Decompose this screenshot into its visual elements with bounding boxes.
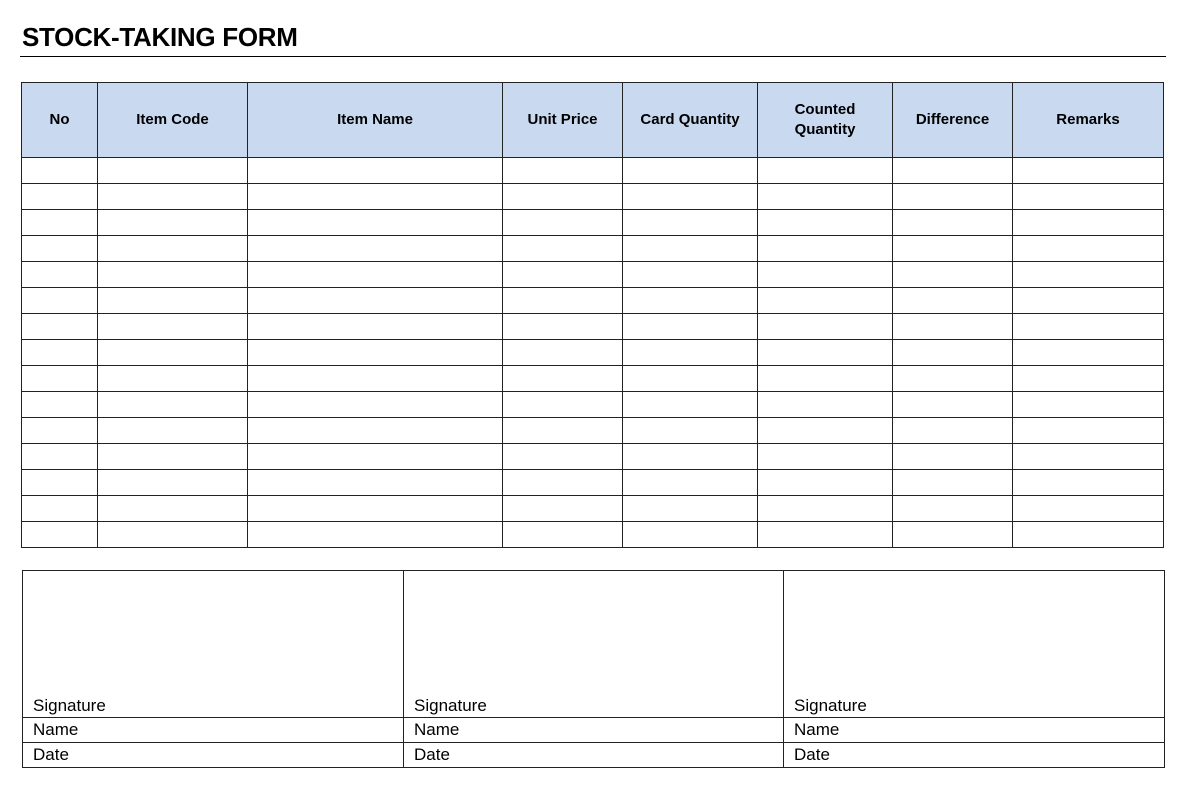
- signature-label: Signature: [33, 696, 106, 715]
- name-row: [23, 718, 1165, 743]
- cell-difference[interactable]: [893, 340, 1013, 366]
- cell-item-code[interactable]: [98, 496, 248, 522]
- cell-item-code[interactable]: [98, 366, 248, 392]
- cell-counted-quantity[interactable]: [758, 522, 893, 548]
- cell-unit-price[interactable]: [503, 262, 623, 288]
- header-unit-price: Unit Price: [503, 83, 623, 158]
- cell-counted-quantity[interactable]: [758, 314, 893, 340]
- cell-item-name[interactable]: [248, 184, 503, 210]
- cell-difference[interactable]: [893, 262, 1013, 288]
- name-cell[interactable]: Name: [784, 718, 1165, 743]
- header-remarks: Remarks: [1013, 83, 1164, 158]
- cell-unit-price[interactable]: [503, 236, 623, 262]
- cell-no[interactable]: [22, 314, 98, 340]
- cell-remarks[interactable]: [1013, 262, 1164, 288]
- cell-remarks[interactable]: [1013, 288, 1164, 314]
- cell-item-code[interactable]: [98, 314, 248, 340]
- cell-item-name[interactable]: [248, 522, 503, 548]
- cell-unit-price[interactable]: [503, 392, 623, 418]
- cell-remarks[interactable]: [1013, 392, 1164, 418]
- cell-difference[interactable]: [893, 496, 1013, 522]
- cell-unit-price[interactable]: [503, 496, 623, 522]
- cell-item-code[interactable]: [98, 470, 248, 496]
- cell-card-quantity[interactable]: [623, 288, 758, 314]
- cell-no[interactable]: [22, 210, 98, 236]
- cell-difference[interactable]: [893, 366, 1013, 392]
- cell-counted-quantity[interactable]: [758, 184, 893, 210]
- signature-row: [23, 571, 1165, 718]
- cell-item-name[interactable]: [248, 392, 503, 418]
- cell-counted-quantity[interactable]: [758, 444, 893, 470]
- cell-unit-price[interactable]: [503, 314, 623, 340]
- header-item-name: Item Name: [248, 83, 503, 158]
- cell-no[interactable]: [22, 288, 98, 314]
- cell-card-quantity[interactable]: [623, 470, 758, 496]
- cell-no[interactable]: [22, 340, 98, 366]
- cell-difference[interactable]: [893, 158, 1013, 184]
- table-row: [22, 366, 1164, 392]
- cell-unit-price[interactable]: [503, 366, 623, 392]
- header-counted-quantity: Counted Quantity: [758, 83, 893, 158]
- cell-no[interactable]: [22, 496, 98, 522]
- table-row: [22, 236, 1164, 262]
- cell-item-name[interactable]: [248, 288, 503, 314]
- cell-counted-quantity[interactable]: [758, 496, 893, 522]
- cell-remarks[interactable]: [1013, 210, 1164, 236]
- cell-item-code[interactable]: [98, 522, 248, 548]
- cell-item-name[interactable]: [248, 314, 503, 340]
- table-row: [22, 314, 1164, 340]
- cell-card-quantity[interactable]: [623, 444, 758, 470]
- cell-item-name[interactable]: [248, 340, 503, 366]
- cell-remarks[interactable]: [1013, 314, 1164, 340]
- cell-difference[interactable]: [893, 210, 1013, 236]
- table-body: [22, 158, 1164, 548]
- cell-card-quantity[interactable]: [623, 418, 758, 444]
- cell-unit-price[interactable]: [503, 158, 623, 184]
- name-cell[interactable]: Name: [404, 718, 784, 743]
- cell-counted-quantity[interactable]: [758, 158, 893, 184]
- cell-counted-quantity[interactable]: [758, 288, 893, 314]
- cell-item-name[interactable]: [248, 418, 503, 444]
- cell-unit-price[interactable]: [503, 210, 623, 236]
- date-cell[interactable]: Date: [23, 743, 404, 768]
- cell-unit-price[interactable]: [503, 340, 623, 366]
- signature-label: Signature: [794, 696, 867, 715]
- cell-no[interactable]: [22, 158, 98, 184]
- cell-difference[interactable]: [893, 444, 1013, 470]
- cell-unit-price[interactable]: [503, 444, 623, 470]
- cell-item-name[interactable]: [248, 444, 503, 470]
- table-row: [22, 444, 1164, 470]
- cell-card-quantity[interactable]: [623, 340, 758, 366]
- cell-item-code[interactable]: [98, 444, 248, 470]
- cell-item-name[interactable]: [248, 496, 503, 522]
- cell-card-quantity[interactable]: [623, 184, 758, 210]
- cell-item-name[interactable]: [248, 210, 503, 236]
- cell-card-quantity[interactable]: [623, 314, 758, 340]
- cell-card-quantity[interactable]: [623, 158, 758, 184]
- cell-item-code[interactable]: [98, 210, 248, 236]
- cell-no[interactable]: [22, 418, 98, 444]
- header-no: No: [22, 83, 98, 158]
- cell-item-code[interactable]: [98, 158, 248, 184]
- table-row: [22, 340, 1164, 366]
- table-row: [22, 496, 1164, 522]
- cell-counted-quantity[interactable]: [758, 262, 893, 288]
- cell-card-quantity[interactable]: [623, 366, 758, 392]
- header-card-quantity: Card Quantity: [623, 83, 758, 158]
- cell-item-code[interactable]: [98, 184, 248, 210]
- signature-label: Signature: [414, 696, 487, 715]
- cell-unit-price[interactable]: [503, 522, 623, 548]
- signature-cell[interactable]: [23, 571, 404, 718]
- cell-counted-quantity[interactable]: [758, 418, 893, 444]
- cell-no[interactable]: [22, 366, 98, 392]
- cell-item-name[interactable]: [248, 262, 503, 288]
- table-row: [22, 158, 1164, 184]
- cell-difference[interactable]: [893, 184, 1013, 210]
- cell-no[interactable]: [22, 522, 98, 548]
- cell-difference[interactable]: [893, 236, 1013, 262]
- cell-no[interactable]: [22, 262, 98, 288]
- signature-table: [22, 570, 1165, 768]
- cell-item-code[interactable]: [98, 236, 248, 262]
- cell-remarks[interactable]: [1013, 236, 1164, 262]
- cell-no[interactable]: [22, 184, 98, 210]
- cell-item-name[interactable]: [248, 158, 503, 184]
- cell-remarks[interactable]: [1013, 366, 1164, 392]
- table-row: [22, 262, 1164, 288]
- cell-remarks[interactable]: [1013, 496, 1164, 522]
- cell-unit-price[interactable]: [503, 184, 623, 210]
- cell-no[interactable]: [22, 444, 98, 470]
- cell-difference[interactable]: [893, 418, 1013, 444]
- cell-item-code[interactable]: [98, 392, 248, 418]
- cell-card-quantity[interactable]: [623, 262, 758, 288]
- cell-difference[interactable]: [893, 470, 1013, 496]
- cell-remarks[interactable]: [1013, 340, 1164, 366]
- cell-unit-price[interactable]: [503, 288, 623, 314]
- cell-item-code[interactable]: [98, 262, 248, 288]
- cell-item-name[interactable]: [248, 470, 503, 496]
- table-header-row: [22, 83, 1164, 158]
- cell-item-name[interactable]: [248, 236, 503, 262]
- cell-card-quantity[interactable]: [623, 236, 758, 262]
- table-row: [22, 288, 1164, 314]
- date-row: [23, 743, 1165, 768]
- cell-card-quantity[interactable]: [623, 522, 758, 548]
- cell-item-code[interactable]: [98, 418, 248, 444]
- cell-difference[interactable]: [893, 314, 1013, 340]
- cell-card-quantity[interactable]: [623, 496, 758, 522]
- cell-counted-quantity[interactable]: [758, 236, 893, 262]
- cell-difference[interactable]: [893, 522, 1013, 548]
- cell-remarks[interactable]: [1013, 184, 1164, 210]
- table-row: [22, 470, 1164, 496]
- cell-remarks[interactable]: [1013, 444, 1164, 470]
- form-title: STOCK-TAKING FORM: [22, 22, 298, 52]
- cell-remarks[interactable]: [1013, 158, 1164, 184]
- cell-difference[interactable]: [893, 392, 1013, 418]
- date-cell[interactable]: Date: [404, 743, 784, 768]
- header-difference: Difference: [893, 83, 1013, 158]
- table-row: [22, 392, 1164, 418]
- cell-remarks[interactable]: [1013, 418, 1164, 444]
- cell-difference[interactable]: [893, 288, 1013, 314]
- cell-card-quantity[interactable]: [623, 392, 758, 418]
- cell-remarks[interactable]: [1013, 522, 1164, 548]
- table-row: [22, 418, 1164, 444]
- cell-counted-quantity[interactable]: [758, 210, 893, 236]
- table-row: [22, 522, 1164, 548]
- table-row: [22, 210, 1164, 236]
- cell-item-code[interactable]: [98, 340, 248, 366]
- title-underline: [20, 56, 1166, 57]
- cell-remarks[interactable]: [1013, 470, 1164, 496]
- cell-no[interactable]: [22, 236, 98, 262]
- cell-counted-quantity[interactable]: [758, 470, 893, 496]
- cell-counted-quantity[interactable]: [758, 392, 893, 418]
- stock-table: [21, 82, 1164, 548]
- cell-card-quantity[interactable]: [623, 210, 758, 236]
- header-item-code: Item Code: [98, 83, 248, 158]
- cell-counted-quantity[interactable]: [758, 340, 893, 366]
- date-cell[interactable]: Date: [784, 743, 1165, 768]
- cell-no[interactable]: [22, 470, 98, 496]
- cell-unit-price[interactable]: [503, 418, 623, 444]
- cell-item-code[interactable]: [98, 288, 248, 314]
- signature-cell[interactable]: [404, 571, 784, 718]
- cell-unit-price[interactable]: [503, 470, 623, 496]
- cell-counted-quantity[interactable]: [758, 366, 893, 392]
- cell-item-name[interactable]: [248, 366, 503, 392]
- name-cell[interactable]: Name: [23, 718, 404, 743]
- table-row: [22, 184, 1164, 210]
- cell-no[interactable]: [22, 392, 98, 418]
- signature-cell[interactable]: [784, 571, 1165, 718]
